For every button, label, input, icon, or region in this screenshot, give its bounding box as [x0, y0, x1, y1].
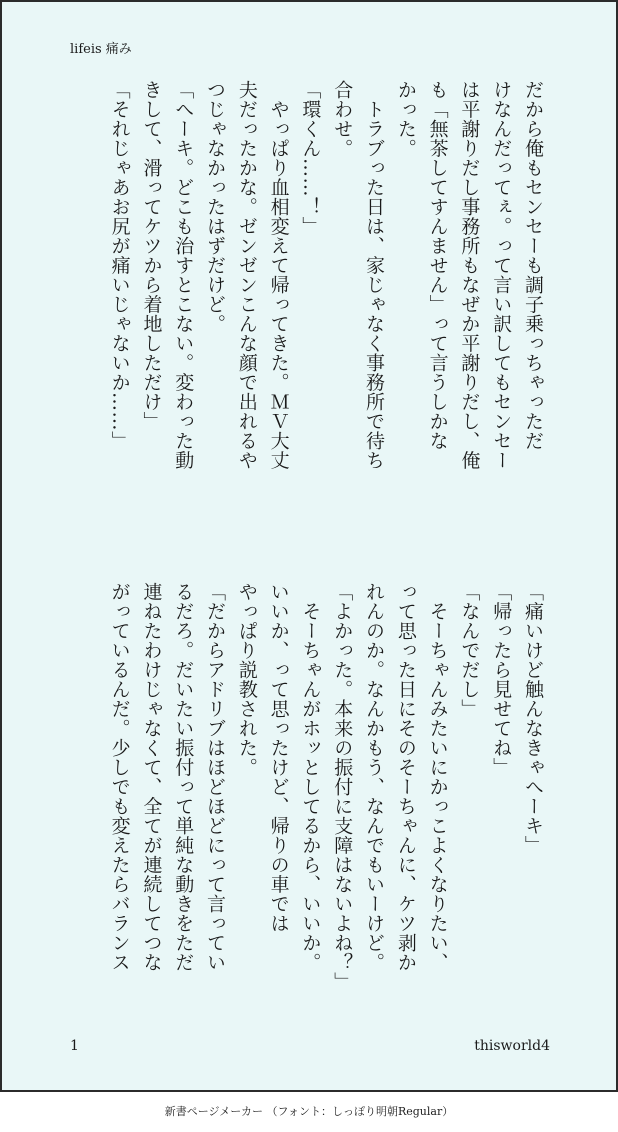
body-text-top-block	[103, 80, 548, 520]
text-line: 「それじゃあお尻が痛いじゃないか……」	[108, 80, 131, 451]
text-line: 「帰ったら見せてね」	[490, 582, 513, 777]
text-line: かった。	[394, 80, 417, 158]
generator-credit: 新書ページメーカー （フォント：しっぽり明朝Regular）	[164, 1105, 454, 1118]
text-line: がっているんだ。少しでも変えたらバランス	[108, 582, 131, 972]
text-line: いいか、って思ったけど、帰りの車では	[267, 582, 290, 933]
text-line: 夫だったかな。ゼンゼンこんな顔で出れるや	[235, 80, 258, 470]
text-line: やっぱり説教された。	[235, 582, 258, 777]
text-line: るだろ。だいたい振付って単純な動きをただ	[172, 582, 195, 972]
text-line: 「なんでだし」	[458, 582, 481, 719]
page-number: 1	[70, 1038, 79, 1054]
text-line: は平謝りだし事務所もなぜか平謝りだし、俺	[458, 80, 481, 470]
text-line: トラブった日は、家じゃなく事務所で待ち	[363, 80, 386, 470]
text-line: 合わせ。	[331, 80, 354, 158]
text-line: 「よかった。本来の振付に支障はないよね？」	[331, 582, 354, 992]
text-line: 「へーキ。どこも治すとこない。変わった動	[172, 80, 195, 470]
text-line: そーちゃんみたいにかっこよくなりたい、	[426, 582, 449, 972]
author-name: thisworld4	[474, 1038, 550, 1054]
text-line: けなんだってぇ。って言い訳してもセンセー	[490, 80, 513, 470]
body-text-bottom-block	[103, 582, 548, 1022]
page-header-title: lifeis 痛み	[70, 42, 132, 57]
text-line: そーちゃんがホッとしてるから、いいか。	[299, 582, 322, 972]
text-line: 「だからアドリブはほどほどにって言ってい	[204, 582, 227, 972]
text-line: 「痛いけど触んなきゃへーキ」	[522, 582, 544, 855]
text-line: だから俺もセンセーも調子乗っちゃっただ	[522, 80, 544, 451]
text-line: も「無茶してすんません」って言うしかな	[426, 80, 449, 451]
text-line: れんのか。なんかもう、なんでもいーけど。	[363, 582, 386, 972]
text-line: きして、滑ってケツから着地しただけ」	[140, 80, 163, 431]
text-line: って思った日にそのそーちゃんに、ケツ剥か	[394, 582, 417, 972]
text-line: 「環くん……！」	[299, 80, 322, 236]
text-line: 連ねたわけじゃなくて、全てが連続してつな	[140, 582, 163, 972]
text-line: やっぱり血相変えて帰ってきた。ＭＶ大丈	[267, 80, 290, 470]
text-line: つじゃなかったはずだけど。	[204, 80, 227, 334]
